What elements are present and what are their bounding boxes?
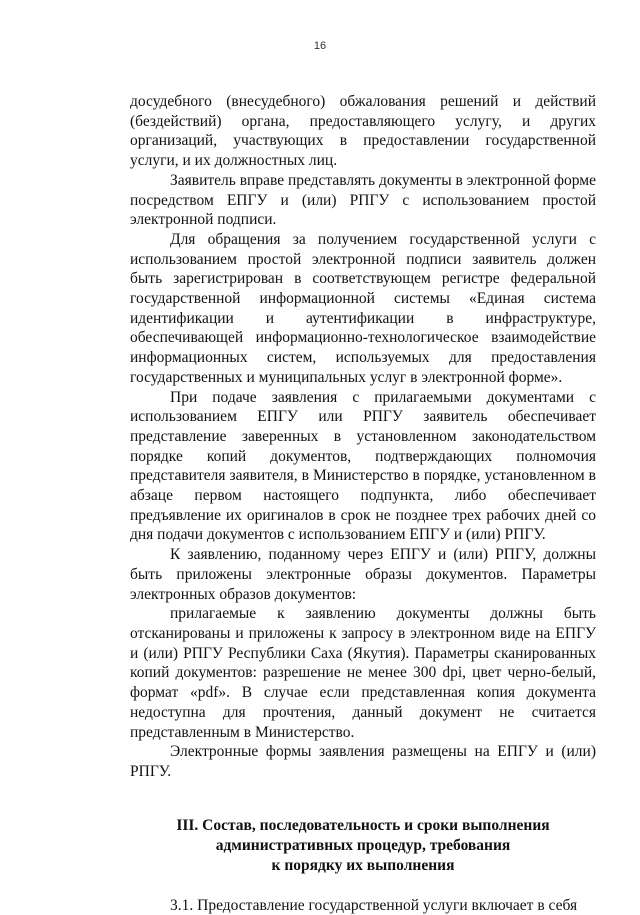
paragraph-document-submission: При подаче заявления с прилагаемыми документами с использованием ЕПГУ или РПГУ заявитель обеспечивает представление заверенных в установленном законодательством порядке копий документов, подтверждающих полномочия представителя заявителя, в Министерство в порядке, установленном в абзаце первом настоящего подпункта, либо обеспечивает предъявление их оригиналов в срок не позднее трех рабочих дней со дня подачи документов с использованием ЕПГУ и (или) РПГУ. xyxy=(130,388,596,544)
paragraph-3-1: 3.1. Предоставление государственной услуги включает в себя xyxy=(170,896,578,914)
page-number: 16 xyxy=(313,40,327,52)
paragraph-forms-location: Электронные формы заявления размещены на ЕПГУ и (или) РПГУ. xyxy=(130,743,596,780)
paragraph-electronic-form: Заявитель вправе представлять документы в электронной форме посредством ЕПГУ и (или) РПГУ с использованием простой электронной подписи. xyxy=(130,171,596,229)
section-heading-line-1: III. Состав, последовательность и сроки выполнения xyxy=(176,816,550,834)
section-heading-line-3: к порядку их выполнения xyxy=(271,856,455,874)
section-heading xyxy=(130,816,596,876)
paragraph-simple-signature: Для обращения за получением государственной услуги с использованием простой электронной подписи заявитель должен быть зарегистрирован в соответствующем регистре федеральной государственной информационной системы «Единая система идентификации и аутентификации в инфраструктуре, обеспечивающей информационно-технологическое взаимодействие информационных систем, используемых для предоставления государственных и муниципальных услуг в электронной форме». xyxy=(130,230,596,386)
paragraph-electronic-images: К заявлению, поданному через ЕПГУ и (или) РПГУ, должны быть приложены электронные образы документов. Параметры электронных образов документов: xyxy=(130,546,596,603)
document-body xyxy=(130,92,596,915)
paragraph-continuation: досудебного (внесудебного) обжалования решений и действий (бездействий) органа, предоставляющего услугу, и других организаций, участвующих в предоставлении государственной услуги, и их должностных лиц. xyxy=(130,93,596,170)
section-heading-line-2: административных процедур, требования xyxy=(215,836,511,854)
paragraph-scan-parameters: прилагаемые к заявлению документы должны быть отсканированы и приложены к запросу в электронном виде на ЕПГУ и (или) РПГУ Республики Саха (Якутия). Параметры сканированных копий документов: разрешение не менее 300 dpi, цвет черно-белый, формат «pdf». В случае если представленная копия документа недоступна для прочтения, данный документ не считается представленным в Министерство. xyxy=(130,605,596,741)
